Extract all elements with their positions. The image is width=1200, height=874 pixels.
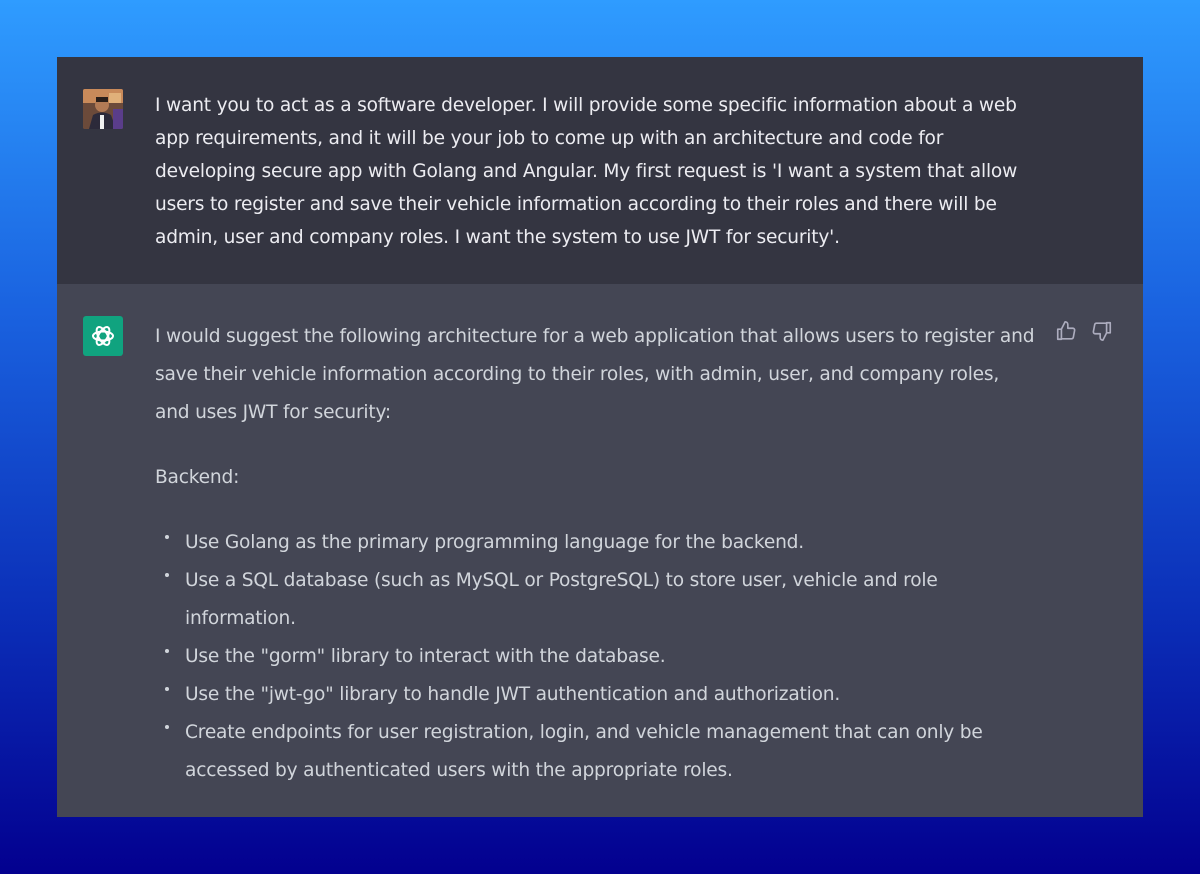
list-item: Use Golang as the primary programming language for the backend. (185, 524, 1035, 562)
assistant-message-content (155, 318, 1035, 790)
assistant-avatar (83, 316, 123, 356)
assistant-message (57, 284, 1143, 817)
thumbs-up-icon (1055, 320, 1077, 342)
list-item: Use a SQL database (such as MySQL or PostgreSQL) to store user, vehicle and role information. (185, 562, 1035, 638)
section-heading-backend: Backend: (155, 467, 240, 488)
chat-window (57, 57, 1143, 817)
user-message-text: I want you to act as a software developer. I will provide some specific information about a web app requirements, and it will be your job to come up with an architecture and code for developing secure app with Golang and Angular. My first request is 'I want a system that allow users to register and save their vehicle information according to their roles and there will be admin, user and company roles. I want the system to use JWT for security'. (155, 95, 1018, 248)
thumbs-down-button[interactable] (1091, 320, 1113, 342)
list-item: Create endpoints for user registration, login, and vehicle management that can only be accessed by authenticated users with the appropriate roles. (185, 714, 1035, 790)
assistant-intro: I would suggest the following architecture for a web application that allows users to register and save their vehicle information according to their roles, with admin, user, and company roles, and uses JWT for security: (155, 326, 1035, 423)
list-item: Use the "gorm" library to interact with the database. (185, 638, 1035, 676)
user-avatar-photo (83, 89, 123, 129)
thumbs-up-button[interactable] (1055, 320, 1077, 342)
user-avatar (83, 89, 123, 129)
feedback-buttons (1055, 320, 1113, 342)
list-item: Use the "jwt-go" library to handle JWT authentication and authorization. (185, 676, 1035, 714)
backend-bullet-list (155, 524, 1035, 790)
openai-logo-icon (89, 322, 117, 350)
user-message (57, 57, 1143, 284)
thumbs-down-icon (1091, 320, 1113, 342)
